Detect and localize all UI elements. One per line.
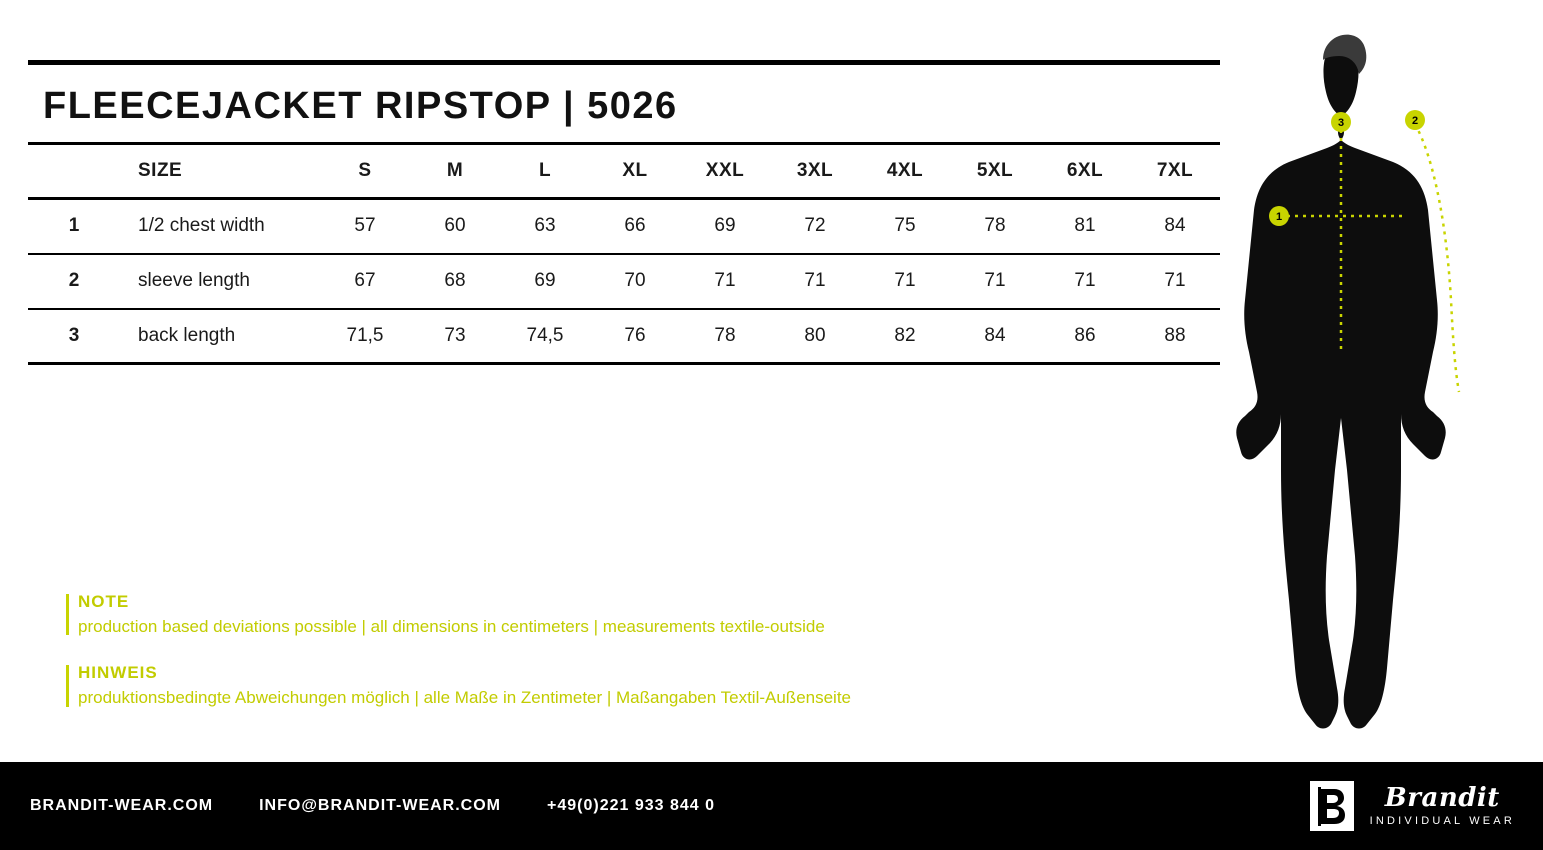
cell-xxl: 71 xyxy=(714,270,736,291)
header-index xyxy=(28,144,120,199)
header-3xl: 3XL xyxy=(796,160,834,181)
cell-7xl: 88 xyxy=(1164,324,1186,346)
cell-m: 68 xyxy=(444,270,466,291)
header-5xl: 5XL xyxy=(976,160,1014,181)
cell-xl: 66 xyxy=(624,215,646,237)
note-accent-bar xyxy=(66,594,69,635)
cell-l: 63 xyxy=(534,215,556,237)
cell-4xl: 75 xyxy=(894,215,916,237)
cell-3xl: 72 xyxy=(804,215,826,237)
note-heading-de: HINWEIS xyxy=(78,663,158,683)
brand-tagline: INDIVIDUAL WEAR xyxy=(1369,815,1515,827)
body-silhouette xyxy=(1236,38,1445,729)
footer-bar xyxy=(0,762,1543,850)
header-7xl: 7XL xyxy=(1156,160,1194,181)
notes-section xyxy=(38,592,1088,735)
header-s: S xyxy=(358,160,372,181)
footer-contact-group xyxy=(30,762,715,850)
marker-2 xyxy=(1405,110,1425,130)
brandit-logo-icon xyxy=(1310,781,1354,831)
cell-s: 71,5 xyxy=(346,324,384,346)
cell-3xl: 71 xyxy=(804,270,826,291)
table-row xyxy=(28,254,1220,309)
footer-email[interactable]: INFO@BRANDIT-WEAR.COM xyxy=(259,797,502,814)
cell-6xl: 86 xyxy=(1074,324,1096,346)
cell-m: 60 xyxy=(444,215,466,237)
table-header-row xyxy=(28,144,1220,199)
marker-1-label: 1 xyxy=(1275,211,1283,223)
cell-l: 69 xyxy=(534,270,556,291)
note-accent-bar xyxy=(66,665,69,706)
cell-6xl: 71 xyxy=(1074,270,1096,291)
cell-m: 73 xyxy=(444,324,466,346)
row-index: 2 xyxy=(68,270,80,291)
note-english xyxy=(38,592,1088,637)
header-size: SIZE xyxy=(138,160,183,181)
cell-xl: 76 xyxy=(624,324,646,346)
cell-xl: 70 xyxy=(624,270,646,291)
size-table xyxy=(28,142,1220,365)
header-4xl: 4XL xyxy=(886,160,924,181)
header-6xl: 6XL xyxy=(1066,160,1104,181)
cell-xxl: 69 xyxy=(714,215,736,237)
table-row xyxy=(28,199,1220,254)
note-text-de: produktionsbedingte Abweichungen möglich | alle Maße in Zentimeter | Maßangaben Textil-Außenseite xyxy=(78,688,852,708)
cell-xxl: 78 xyxy=(714,324,736,346)
mannequin-illustration xyxy=(1223,0,1543,760)
header-xl: XL xyxy=(622,160,648,181)
brandit-wordmark xyxy=(1370,785,1515,827)
page-title: FLEECEJACKET RIPSTOP | 5026 xyxy=(43,85,678,127)
row-label: 1/2 chest width xyxy=(138,215,265,237)
row-index: 1 xyxy=(68,215,80,237)
cell-4xl: 71 xyxy=(894,270,916,291)
size-table-head xyxy=(28,144,1220,199)
note-heading-en: NOTE xyxy=(78,592,130,611)
cell-6xl: 81 xyxy=(1074,215,1096,237)
cell-7xl: 84 xyxy=(1164,215,1186,237)
row-label: sleeve length xyxy=(138,270,250,291)
marker-3 xyxy=(1331,112,1351,132)
footer-website[interactable]: BRANDIT-WEAR.COM xyxy=(30,797,214,814)
main-content xyxy=(28,60,1220,365)
cell-l: 74,5 xyxy=(526,324,564,346)
footer-branding xyxy=(1310,762,1515,850)
marker-3-label: 3 xyxy=(1337,117,1345,129)
brand-name: Brandit xyxy=(1384,783,1500,813)
header-xxl: XXL xyxy=(705,160,745,181)
cell-s: 57 xyxy=(354,215,376,237)
cell-7xl: 71 xyxy=(1164,270,1186,291)
marker-1 xyxy=(1269,206,1289,226)
header-m: M xyxy=(446,160,464,181)
header-l: L xyxy=(538,160,552,181)
cell-3xl: 80 xyxy=(804,324,826,346)
marker-2-label: 2 xyxy=(1411,115,1419,127)
row-index: 3 xyxy=(68,324,80,346)
table-row xyxy=(28,309,1220,364)
note-text-en: production based deviations possible | all dimensions in centimeters | measurements textile-outside xyxy=(78,617,825,636)
cell-s: 67 xyxy=(354,270,376,291)
body-figure xyxy=(1223,0,1543,760)
cell-4xl: 82 xyxy=(894,324,916,346)
cell-5xl: 84 xyxy=(984,324,1006,346)
note-german xyxy=(38,663,1088,708)
footer-phone[interactable]: +49(0)221 933 844 0 xyxy=(547,797,716,814)
cell-5xl: 71 xyxy=(984,270,1006,291)
cell-5xl: 78 xyxy=(984,215,1006,237)
row-label: back length xyxy=(138,324,236,346)
size-table-body xyxy=(28,199,1220,364)
